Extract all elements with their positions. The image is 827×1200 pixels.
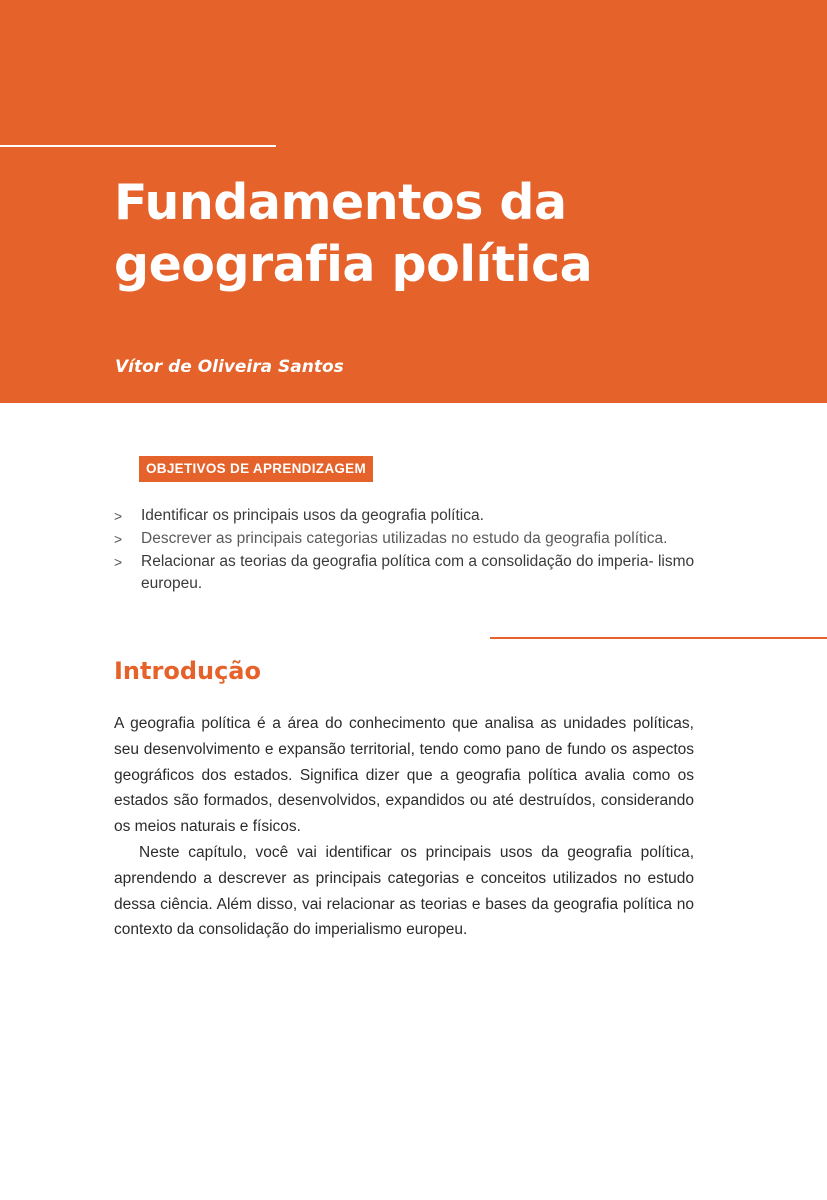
chapter-title <box>114 172 794 296</box>
learning-objectives-label: OBJETIVOS DE APRENDIZAGEM <box>139 456 373 482</box>
bullet-marker: > <box>114 531 123 547</box>
chapter-header-banner <box>0 0 827 403</box>
header-divider-line <box>0 145 276 147</box>
body-paragraph: Neste capítulo, você vai identificar os principais usos da geografia política, aprendendo a descrever as principais categorias e conceitos utilizados no estudo dessa ciência. Além disso, vai relacionar as teorias e bases da geografia política no contexto da consolidação do imperialismo europeu. <box>114 843 694 939</box>
section-heading-introduction: Introdução <box>114 657 261 685</box>
chapter-author: Vítor de Oliveira Santos <box>115 357 344 377</box>
chapter-title-line-2: geografia política <box>114 236 593 293</box>
objective-item <box>114 551 714 595</box>
objective-item <box>114 528 714 550</box>
objective-text: Identificar os principais usos da geografia política. <box>141 507 484 524</box>
learning-objectives-list <box>114 505 714 596</box>
bullet-marker: > <box>114 554 123 570</box>
bullet-marker: > <box>114 508 123 524</box>
objective-text: Descrever as principais categorias utilizadas no estudo da geografia política. <box>141 530 668 547</box>
body-paragraph: A geografia política é a área do conhecimento que analisa as unidades políticas, seu desenvolvimento e expansão territorial, tendo como pano de fundo os aspectos geográficos dos estados. Significa dizer que a geografia política avalia como os estados são formados, desenvolvidos, expandidos ou até destruídos, considerando os meios naturais e físicos. <box>114 715 694 836</box>
introduction-body <box>114 711 694 943</box>
objective-item <box>114 505 714 527</box>
chapter-title-line-1: Fundamentos da <box>114 174 567 231</box>
objective-text: Relacionar as teorias da geografia política com a consolidação do imperia- lismo europeu. <box>141 553 695 592</box>
section-divider-line <box>490 637 827 639</box>
